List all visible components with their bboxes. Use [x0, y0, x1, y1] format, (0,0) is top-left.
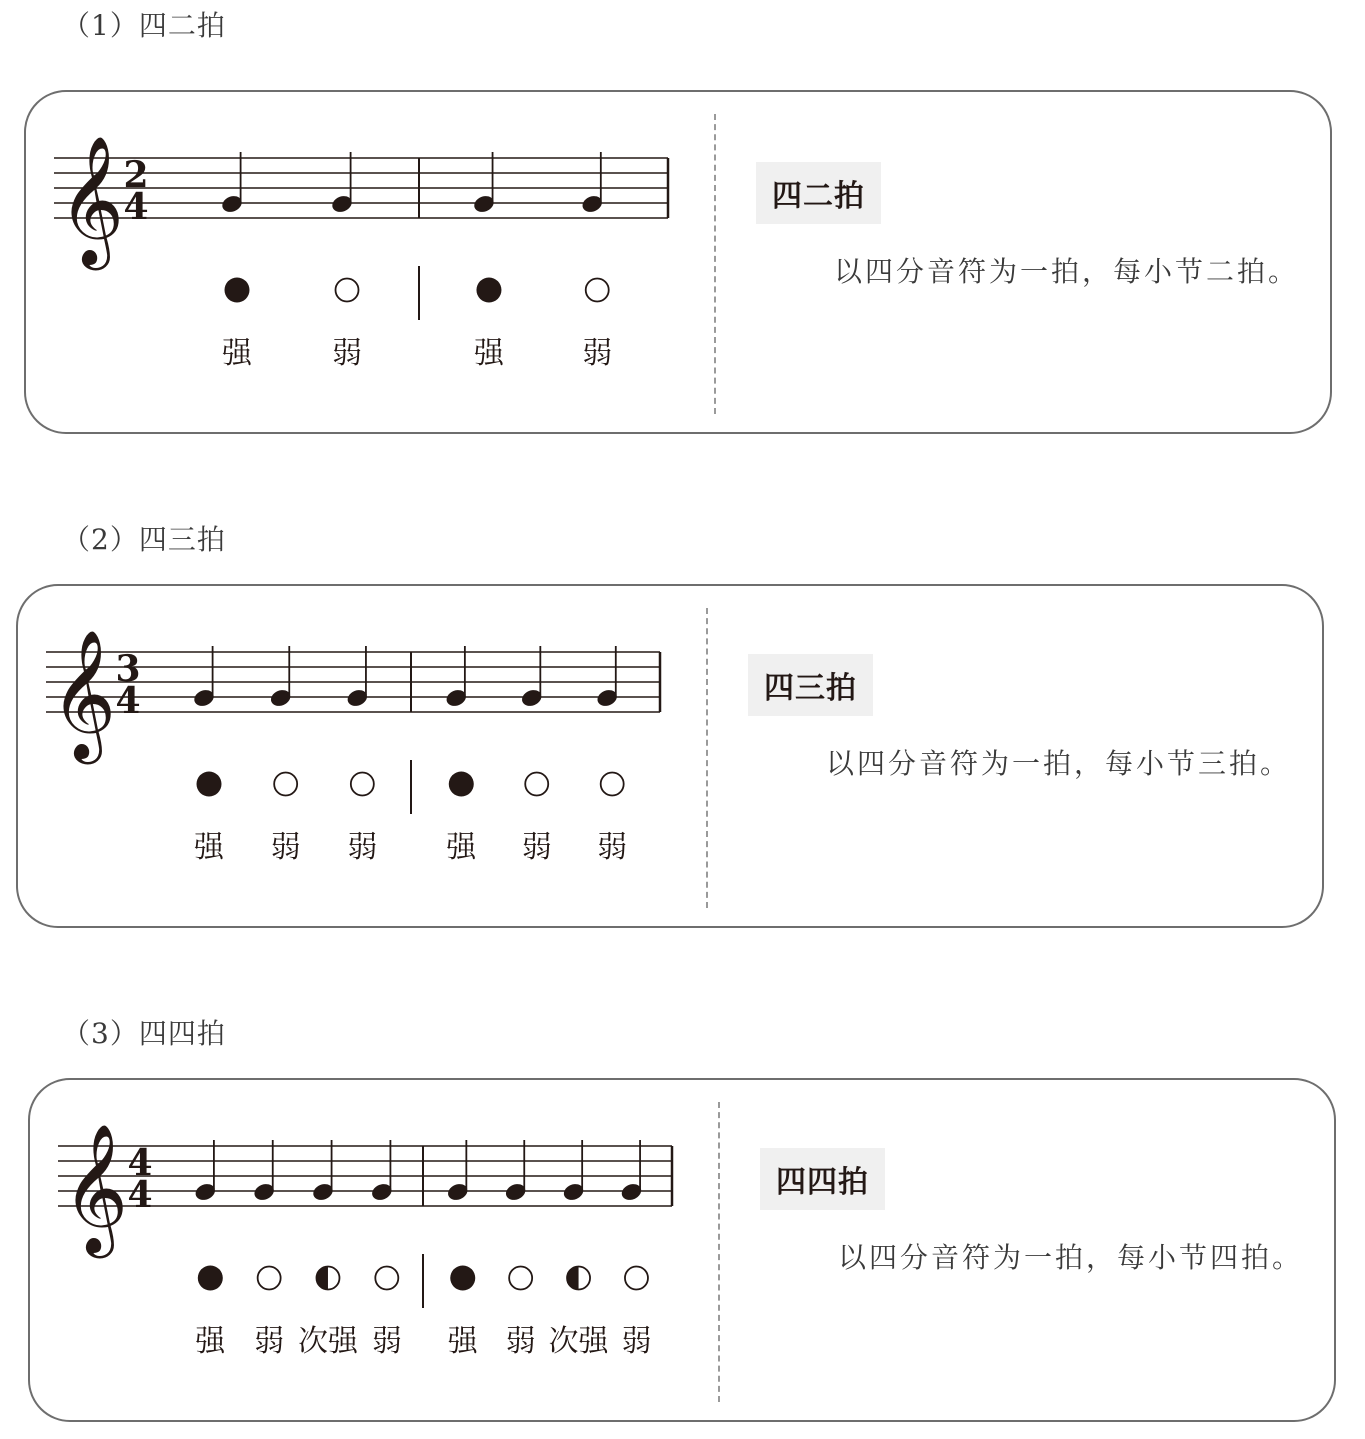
music-staff — [18, 586, 698, 926]
weak-beat-open-circle-icon — [525, 773, 548, 796]
meter-card-3-4 — [16, 584, 1324, 928]
beat-strength-label: 弱 — [254, 1324, 285, 1359]
card-divider — [706, 608, 708, 908]
beat-strength-label: 强 — [473, 336, 504, 371]
meter-label: 四二拍 — [756, 162, 881, 224]
section-heading-3: （3）四四拍 — [62, 1017, 226, 1050]
meter-card-2-4 — [24, 90, 1332, 434]
beat-strength-label: 强 — [446, 830, 477, 865]
weak-beat-open-circle-icon — [375, 1267, 398, 1290]
weak-beat-open-circle-icon — [601, 773, 624, 796]
time-signature-bottom: 4 — [115, 680, 141, 722]
beat-strength-label: 强 — [195, 1324, 226, 1359]
beat-strength-label: 弱 — [621, 1324, 652, 1359]
weak-beat-open-circle-icon — [586, 279, 609, 302]
treble-clef-icon: 𝄞 — [58, 135, 125, 265]
beat-strength-label: 次强 — [297, 1324, 358, 1359]
strong-beat-filled-circle-icon — [449, 772, 474, 797]
time-signature-top: 2 — [123, 154, 149, 196]
meter-description: 以四分音符为一拍，每小节二拍。 — [834, 255, 1300, 288]
weak-beat-open-circle-icon — [351, 773, 374, 796]
card-divider — [714, 114, 716, 414]
time-signature-bottom: 4 — [127, 1174, 153, 1216]
treble-clef-icon: 𝄞 — [62, 1123, 129, 1253]
medium-beat-half-circle-icon — [567, 1267, 590, 1290]
meter-card-4-4 — [28, 1078, 1336, 1422]
meter-description: 以四分音符为一拍，每小节四拍。 — [838, 1241, 1304, 1274]
treble-clef-icon: 𝄞 — [50, 629, 117, 759]
strong-beat-filled-circle-icon — [197, 772, 222, 797]
meter-description: 以四分音符为一拍，每小节三拍。 — [826, 747, 1292, 780]
beat-strength-label: 弱 — [332, 336, 362, 371]
beat-strength-label: 弱 — [371, 1324, 402, 1359]
beat-strength-label: 弱 — [270, 830, 301, 865]
meter-label: 四四拍 — [760, 1148, 885, 1210]
beat-strength-label: 次强 — [548, 1324, 609, 1359]
weak-beat-open-circle-icon — [336, 279, 359, 302]
strong-beat-filled-circle-icon — [450, 1266, 475, 1291]
section-heading-1: （1）四二拍 — [62, 9, 226, 42]
strong-beat-filled-circle-icon — [198, 1266, 223, 1291]
beat-strength-label: 弱 — [521, 830, 552, 865]
medium-beat-half-circle-icon — [316, 1267, 339, 1290]
time-signature-top: 4 — [127, 1142, 153, 1184]
beat-strength-label: 强 — [194, 830, 224, 865]
section-heading-2: （2）四三拍 — [62, 523, 226, 556]
beat-strength-label: 弱 — [505, 1324, 536, 1359]
music-staff — [26, 92, 706, 432]
time-signature-bottom: 4 — [123, 186, 149, 228]
time-signature-top: 3 — [115, 648, 141, 690]
weak-beat-open-circle-icon — [625, 1267, 648, 1290]
beat-strength-label: 弱 — [347, 830, 378, 865]
meter-label: 四三拍 — [748, 654, 873, 716]
weak-beat-open-circle-icon — [509, 1267, 532, 1290]
weak-beat-open-circle-icon — [274, 773, 297, 796]
beat-strength-label: 弱 — [582, 336, 613, 371]
card-divider — [718, 1102, 720, 1402]
beat-strength-label: 强 — [447, 1324, 478, 1359]
strong-beat-filled-circle-icon — [476, 278, 501, 303]
strong-beat-filled-circle-icon — [225, 278, 250, 303]
music-staff — [30, 1080, 710, 1420]
weak-beat-open-circle-icon — [258, 1267, 281, 1290]
beat-strength-label: 强 — [222, 336, 252, 371]
beat-strength-label: 弱 — [597, 830, 628, 865]
